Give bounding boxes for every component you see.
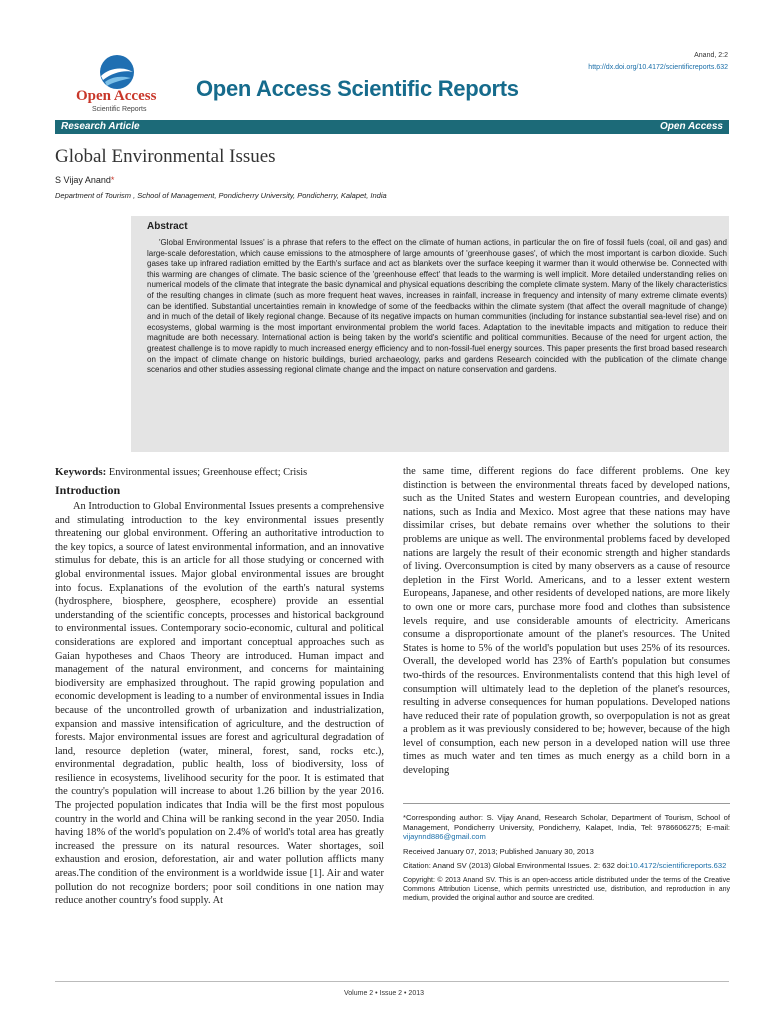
doi-link[interactable]: http://dx.doi.org/10.4172/scientificreports.632 (588, 64, 728, 71)
keywords-text: Environmental issues; Greenhouse effect; Crisis (108, 467, 308, 478)
corresponding-author-text: *Corresponding author: S. Vijay Anand, Research Scholar, Department of Tourism, School of Management, Pondicherry University, Pondicherry, Kalapet, India, Tel: 9786606275; E-mail: (403, 813, 730, 832)
author-mark: * (110, 175, 115, 185)
footer-volume: Volume 2 • Issue 2 • 2013 (343, 990, 424, 997)
journal-title: Open Access Scientific Reports (196, 76, 519, 101)
keywords-label: Keywords: (55, 466, 107, 478)
abstract-heading: Abstract (147, 221, 188, 232)
open-access-label: Open Access (660, 121, 723, 132)
author-email-link[interactable]: vijaynnd886@gmail.com (403, 832, 486, 842)
left-column (55, 465, 384, 908)
footer-divider (55, 981, 729, 982)
citation-doi-link[interactable]: 10.4172/scientificreports.632 (629, 861, 727, 871)
footnotes (403, 813, 730, 908)
introduction-heading: Introduction (55, 483, 121, 497)
abstract-text: 'Global Environmental Issues' is a phrase that refers to the effect on the climate of human actions, in particular the on fire of fossil fuels (coal, oil and gas) and large-scale deforestation, which cause emissions to the atmosphere of large amounts of 'greenhouse gases', of which the most important is carbon dioxide. Such gases take up infrared radiation emitted by the Earth's surface and act as blankets over the surface keeping it warmer than it would otherwise be. Connected with this warming are changes of climate. The basic science of the 'greenhouse effect' that leads to the warming is well implicit. More detailed understanding relies on numerical models of the climate that integrate the basic dynamical and physical equations describing the complete climate system. Many of the likely characteristics of the resulting changes in climate (such as more frequent heat waves, increases in rainfall, increase in frequency and intensity of many extreme climate events) can be identified. Substantial uncertainties remain in knowledge of some of the feedbacks within the climate system (that affect the overall magnitude of change) and in much of the detail of likely regional change. Because of its negative impacts on human communities (including for instance substantial sea-level rise) and on ecosystems, global warming is the most important environmental problem the world faces. Adaptation to the inevitable impacts and mitigation to reduce their magnitude are both necessary. International action is being taken by the world's scientific and political communities. Because of the need for urgent action, the greatest challenge is to move rapidly to much increased energy efficiency and to non-fossil-fuel energy sources. This paper presents the first broad based research on the impact of climate change on historic buildings, buried archaeology, parks and gardens Research coincided with the publication of the climate change scenarios and other studies assessing regional climate change and the impact on nature conservation and gardens. (147, 238, 727, 375)
author-affiliation: Department of Tourism , School of Management, Pondicherry University, Pondicherry, Kalapet, India (55, 191, 387, 200)
abstract-box (131, 216, 729, 452)
received-published-dates: Received January 07, 2013; Published January 30, 2013 (403, 846, 594, 856)
author-name: S Vijay Anand (55, 175, 111, 185)
citation-short: Anand, 2:2 (694, 52, 728, 59)
introduction-text-left: An Introduction to Global Environmental Issues presents a comprehensive and stimulating introduction to the key environmental issues presently threatening our global environment. Offering an authoritative introduction to the key topics, a source of latest environmental information, and an innovative stimulus for debate, this is an article for all those studying or concerned with global environmental issues. Major global environmental issues are brought into focus. Explanations of the evolution of the earth's natural systems (hydrosphere, biosphere, geosphere, ecosphere) provide an essential understanding of the scientific concepts, processes and historical background to environmental issues. Contemporary socio-economic, cultural and political considerations are explored and important conceptual approaches such as Gaian hypotheses and Chaos Theory are introduced. Human impact and management of the natural environment, and concerns for maintaining biodiversity are emphasized throughout. The rapid growing population and economic development is leading to a number of environmental issues in India because of the uncontrolled growth of urbanization and industrialization, expansion and massive intensification of agriculture, and the destruction of forests. Major environmental issues are forest and agricultural degradation of land, resource depletion (water, mineral, forest, sand, rocks etc.), environmental degradation, public health, loss of biodiversity, loss of resilience in ecosystems, livelihood security for the poor. It is estimated that the country's population will increase to about 1.26 billion by the year 2016. The projected population indicates that India will be the first most populous country in the world and China will be ranking second in the year 2050. India having 18% of the world's population on 2.4% of world's total area has greatly increased the pressure on its natural resources. Water shortages, soil exhaustion and erosion, deforestation, air and water pollution afflicts many areas.The condition of the environment is a worldwide issue [1]. Air and water pollution do not recognize borders; poor soil conditions in one nation may reduce another country's food supply. At (55, 501, 384, 907)
corresponding-author-note (403, 813, 730, 842)
article-type-label: Research Article (61, 121, 140, 132)
keywords-line (55, 465, 384, 480)
citation-text: Citation: Anand SV (2013) Global Environmental Issues. 2: 632 doi: (403, 861, 630, 871)
copyright-note: Copyright: © 2013 Anand SV. This is an open-access article distributed under the terms of the Creative Commons Attribution License, which permits unrestricted use, distribution, and reproduction in any medium, provided the original author and source are credited. (403, 876, 730, 902)
journal-logo (70, 48, 180, 118)
article-type-band (55, 120, 729, 134)
logo-globe-icon (99, 54, 135, 90)
footnote-divider (403, 803, 730, 804)
article-title: Global Environmental Issues (55, 146, 276, 167)
logo-text: Open Access (76, 88, 157, 104)
right-column (403, 465, 730, 778)
citation-note (403, 861, 730, 871)
logo-subtext: Scientific Reports (92, 106, 147, 113)
author-line (55, 175, 114, 185)
introduction-text-right: the same time, different regions do face different problems. One key distinction is between the environmental threats faced by developed nations, such as the United States and western European countries, and developing nations, such as India and Mexico. Most agree that these nations may have dissimilar crises, but debate remains over whether the solutions to their problems are unique as well. The environmental problems faced by developed nations are largely the result of their economic strength and higher standards of living. Overconsumption is cited by many observers as a cause of resource depletion in the First World. Americans, and to a lesser extent western Europeans, Japanese, and other residents of developed nations, are more likely to own one or more cars, purchase more food and clothes than subsistence levels require, and use considerable amounts of electricity. Americans consume a disproportionate amount of the planet's resources. The United States is home to 5% of the world's population but uses 25% of its resources. Overall, the developed world has 23% of Earth's population but consumes two-thirds of the resources. Environmentalists contend that this high level of consumption will ultimately lead to the depletion of the planet's resources, resulting in adverse consequences for human populations. Developed nations have reduced their rate of population growth, so overpopulation is not as great a problem as it was previously considered to be; however, because of the high level of consumption, each new person in a developed nation will use three times as much water and ten times as much energy as a child born in a developing (403, 466, 730, 777)
